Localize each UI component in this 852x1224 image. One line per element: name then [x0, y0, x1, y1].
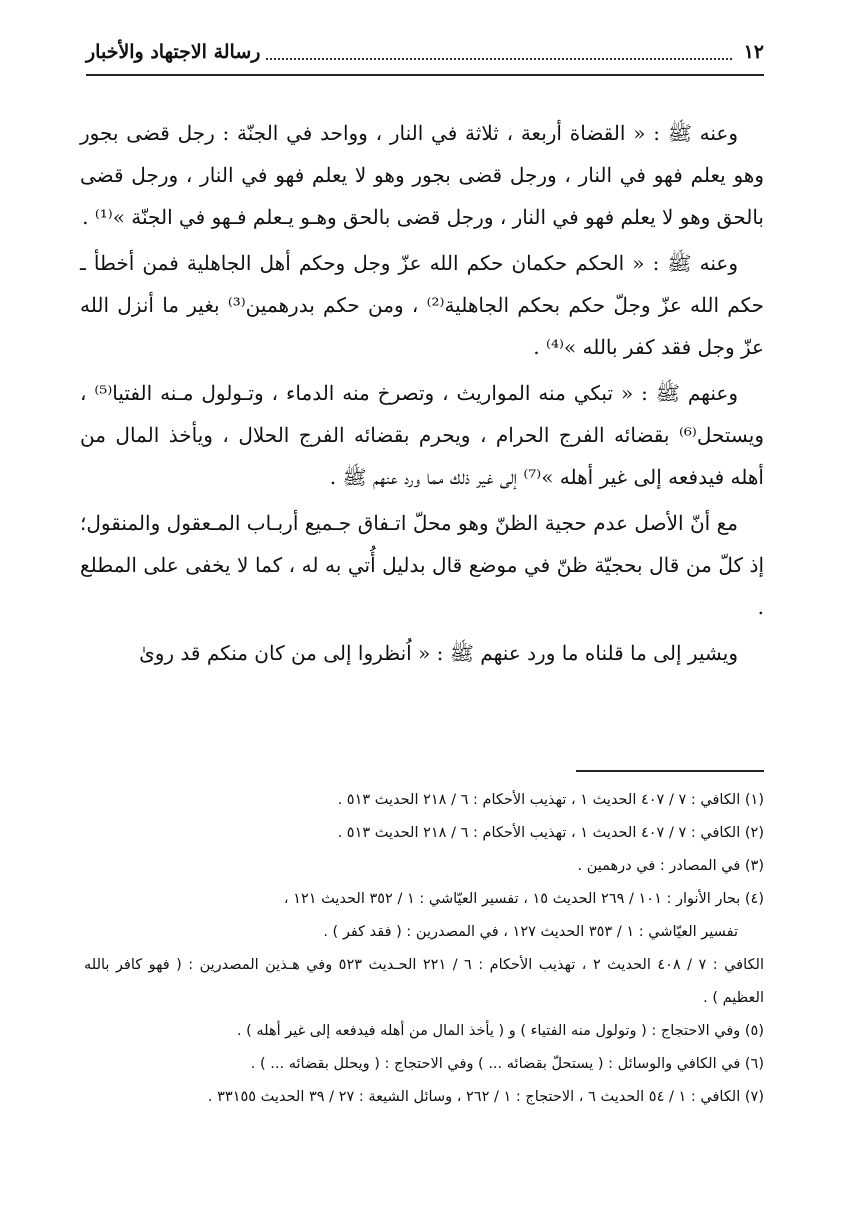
paragraph-5: ويشير إلى ما قلناه ما ورد عنهم ﷺ : « اُنظروا إلى من كان منكم قد روىٰ: [139, 641, 738, 665]
footnote-separator: [576, 770, 764, 772]
footnote-4-continuation-1: تفسير العيّاشي : ١ / ٣٥٣ الحديث ١٢٧ ، في المصدرين : ( فقد كفر ) .: [323, 924, 738, 940]
header-rule: [86, 74, 764, 76]
paragraph-4: مع أنّ الأصل عدم حجية الظنّ وهو محلّ اتـفاق جـميع أربـاب المـعقول والمنقول؛إذ كلّ من قال بحجيّة ظنّ في موضع قال بدليل أُتي به له ، كما لا يخفى على المطلع .: [80, 511, 764, 619]
main-text: [80, 112, 764, 678]
footnote-3: (٣) في المصادر : في درهمين .: [577, 858, 764, 874]
footnote-5: (٥) وفي الاحتجاج : ( وتولول منه الفتياء ) و ( يأخذ المال من أهله فيدفعه إلى غير أهله ) .: [236, 1023, 764, 1039]
dot-leader: [266, 44, 731, 60]
footnote-2: (٢) الكافي : ٧ / ٤٠٧ الحديث ١ ، تهذيب الأحكام : ٦ / ٢١٨ الحديث ٥١٣ .: [337, 825, 764, 841]
footnote-6: (٦) في الكافي والوسائل : ( يستحلّ بقضائه ... ) وفي الاحتجاج : ( ويحلل بقضائه ... ) .: [250, 1056, 764, 1072]
footnote-4-continuation-2: الكافي : ٧ / ٤٠٨ الحديث ٢ ، تهذيب الأحكام : ٦ / ٢٢١ الحـديث ٥٢٣ وفي هـذين المصدرين : ( فهو كافر بالله العظيم ) .: [84, 957, 764, 1006]
footnote-1: (١) الكافي : ٧ / ٤٠٧ الحديث ١ ، تهذيب الأحكام : ٦ / ٢١٨ الحديث ٥١٣ .: [337, 792, 764, 808]
paragraph-1: وعنه ﷺ : « القضاة أربعة ، ثلاثة في النار ، وواحد في الجنّة : رجل قضى بجور وهو يعلم فهو في النار ، ورجل قضى بجور وهو لا يعلم فهو في النار ، ورجل قضى بالحق وهو لا يعلم فهو في النار ، ورجل قضى بالحق وهـو يـعلم فـهو في الجنّة »⁽¹⁾ .: [80, 121, 764, 229]
footnote-4: (٤) بحار الأنوار : ١٠١ / ٢٦٩ الحديث ١٥ ، تفسير العيّاشي : ١ / ٣٥٢ الحديث ١٢١ ،: [283, 891, 764, 907]
footnote-7: (٧) الكافي : ١ / ٥٤ الحديث ٦ ، الاحتجاج : ١ / ٢٦٢ ، وسائل الشيعة : ٢٧ / ٣٩ الحديث ٣٣١٥٥ .: [207, 1089, 764, 1105]
running-title: رسالة الاجتهاد والأخبار: [86, 41, 261, 63]
paragraph-2: وعنه ﷺ : « الحكم حكمان حكم الله عزّ وجل وحكم أهل الجاهلية فمن أخطأ ـ حكم الله عزّ وجلّ حكم بحكم الجاهلية⁽²⁾ ، ومن حكم بدرهمين⁽³⁾ بغير ما أنزل الله عزّ وجل فقد كفر بالله »⁽⁴⁾ .: [80, 251, 764, 359]
paragraph-3: وعنهم ﷺ : « تبكي منه المواريث ، وتصرخ منه الدماء ، وتـولول مـنه الفتيا⁽⁵⁾ ، ويستحل⁽⁶⁾ بقضائه الفرج الحرام ، ويحرم بقضائه الفرج الحلال ، ويأخذ المال من أهله فيدفعه إلى غير أهله »⁽⁷⁾ إلى غير ذلك مما ورد عنهم ﷺ .: [80, 381, 764, 489]
page-header: [86, 34, 764, 70]
page-number: ١٢: [743, 41, 764, 63]
footnotes: [84, 784, 764, 1114]
